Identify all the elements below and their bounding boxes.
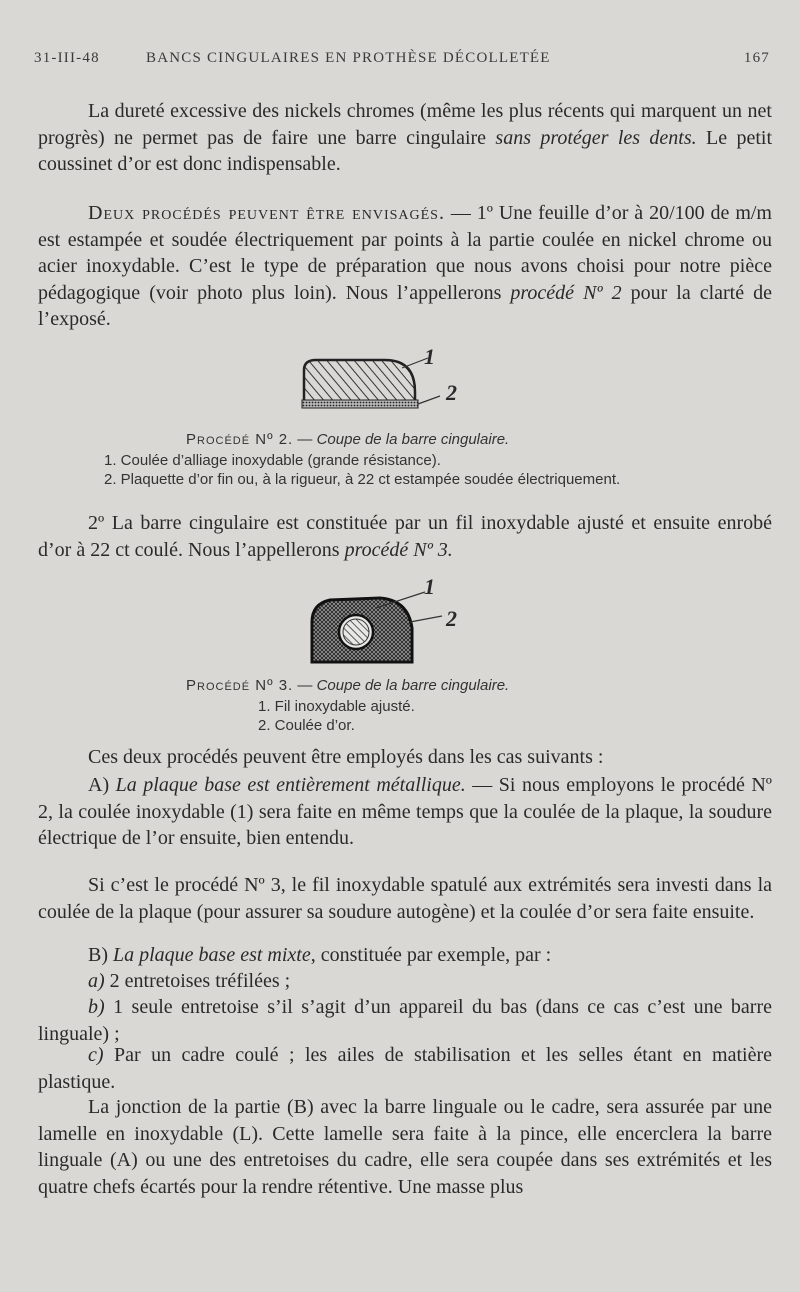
paragraph-1-emphasis: sans protéger les dents. [495, 126, 697, 149]
figure-2-caption-lead: Procédé Nº 3. [186, 677, 294, 694]
figure-1-caption-title [186, 430, 746, 449]
paragraph-1-text: La dureté excessive des nickels chromes (même les plus récents qui marquent un net progrès) ne permet pas de faire une barre cingulaire [38, 100, 772, 149]
list-item-c-key: c) [88, 1044, 104, 1066]
header-reference: 31-III-48 [34, 50, 100, 66]
list-item-c [38, 1042, 772, 1095]
paragraph-a [38, 772, 772, 852]
page-number: 167 [743, 50, 770, 66]
figure-2-caption-emphasis: Coupe de la barre cingulaire. [316, 677, 510, 694]
header-running-title: BANCS CINGULAIRES EN PROTHÈSE DÉCOLLETÉE [146, 50, 551, 66]
paragraph-3-text: 2º La barre cingulaire est constituée par un fil inoxydable ajusté et ensuite enrobé d’or à 22 ct coulé. Nous l’appellerons [38, 512, 772, 561]
paragraph-4: Ces deux procédés peuvent être employés dans les cas suivants : [88, 746, 604, 768]
paragraph-2-emphasis: procédé Nº 2 [510, 281, 622, 304]
paragraph-b-marker: B) [88, 944, 113, 966]
figure-procede-2 [290, 344, 480, 420]
paragraph-2-lead: Deux procédés peuvent être envisagés. [88, 202, 445, 224]
paragraph-2 [38, 200, 772, 333]
list-item-a-key: a) [88, 970, 105, 992]
paragraph-2-text: — 1º Une feuille d’or à 20/100 de m/m est estampée et soudée électriquement par points à la partie coulée en nickel chrome ou acier inoxydable. C’est le type de préparation que nous avons choisi pour notre pièce pédagogique (voir photo plus loin). Nous l’appellerons [38, 202, 772, 304]
paragraph-a-emphasis: La plaque base est entièrement métallique. [115, 774, 466, 796]
running-header [34, 50, 770, 74]
paragraph-5: Si c’est le procédé Nº 3, le fil inoxydable spatulé aux extrémités sera investi dans la coulée de la plaque (pour assurer sa soudure autogène) et la coulée d’or sera faite ensuite. [38, 874, 772, 923]
list-item-b-text: 1 seule entretoise s’il s’agit d’un appareil du bas (dans ce cas c’est une barre linguale) ; [38, 996, 772, 1045]
figure-1-label-2: 2 [446, 380, 457, 405]
paragraph-3 [38, 510, 772, 563]
figure-2-caption-title [186, 676, 746, 695]
figure-2-caption-dash: — [293, 677, 317, 694]
figure-1-caption-dash: — [293, 431, 317, 448]
list-item-b [38, 994, 772, 1047]
figure-2-label-1: 1 [424, 574, 435, 599]
paragraph-6: La jonction de la partie (B) avec la barre linguale ou le cadre, sera assurée par une lamelle en inoxydable (L). Cette lamelle sera faite à la pince, elle encerclera la barre linguale (A) ou une des entretoises du cadre, elle sera coupée dans ses extrémités et les quatre chefs écartés pour la rendre rétentive. Une masse plus [38, 1096, 772, 1198]
figure-1-caption-item-1: 1. Coulée d’alliage inoxydable (grande résistance). [104, 452, 441, 469]
list-item-a [38, 968, 772, 995]
list-item-c-text: Par un cadre coulé ; les ailes de stabilisation et les selles étant en matière plastique. [38, 1044, 772, 1093]
paragraph-b-text: , constituée par exemple, par : [310, 944, 552, 966]
paragraph-3-emphasis: procédé Nº 3. [344, 538, 453, 561]
paragraph-a-text: — Si nous employons le procédé Nº 2, la coulée inoxydable (1) sera faite en même temps que la coulée de la plaque, la soudure électrique de l’or ensuite, bien entendu. [38, 774, 772, 849]
paragraph-2-text-end: pour la clarté de l’exposé. [38, 281, 772, 330]
paragraph-b-emphasis: La plaque base est mixte [113, 944, 311, 966]
figure-1-label-1: 1 [424, 344, 435, 369]
paragraph-1-text-end: Le petit coussinet d’or est donc indispensable. [38, 126, 773, 175]
list-item-b-key: b) [88, 996, 105, 1018]
figure-2-caption-item-2: 2. Coulée d’or. [258, 717, 355, 734]
paragraph-a-marker: A) [88, 774, 116, 796]
paragraph-b [38, 942, 772, 969]
figure-procede-3 [290, 574, 480, 668]
list-item-a-text: 2 entretoises tréfilées ; [104, 970, 291, 992]
paragraph-1 [38, 98, 772, 178]
figure-1-caption-emphasis: Coupe de la barre cingulaire. [316, 431, 510, 448]
figure-2-caption-item-1: 1. Fil inoxydable ajusté. [258, 698, 415, 715]
figure-1-caption-lead: Procédé Nº 2. [186, 431, 294, 448]
figure-1-caption-item-2: 2. Plaquette d’or fin ou, à la rigueur, à 22 ct estampée soudée électriquement. [104, 471, 621, 488]
figure-2-label-2: 2 [446, 606, 457, 631]
